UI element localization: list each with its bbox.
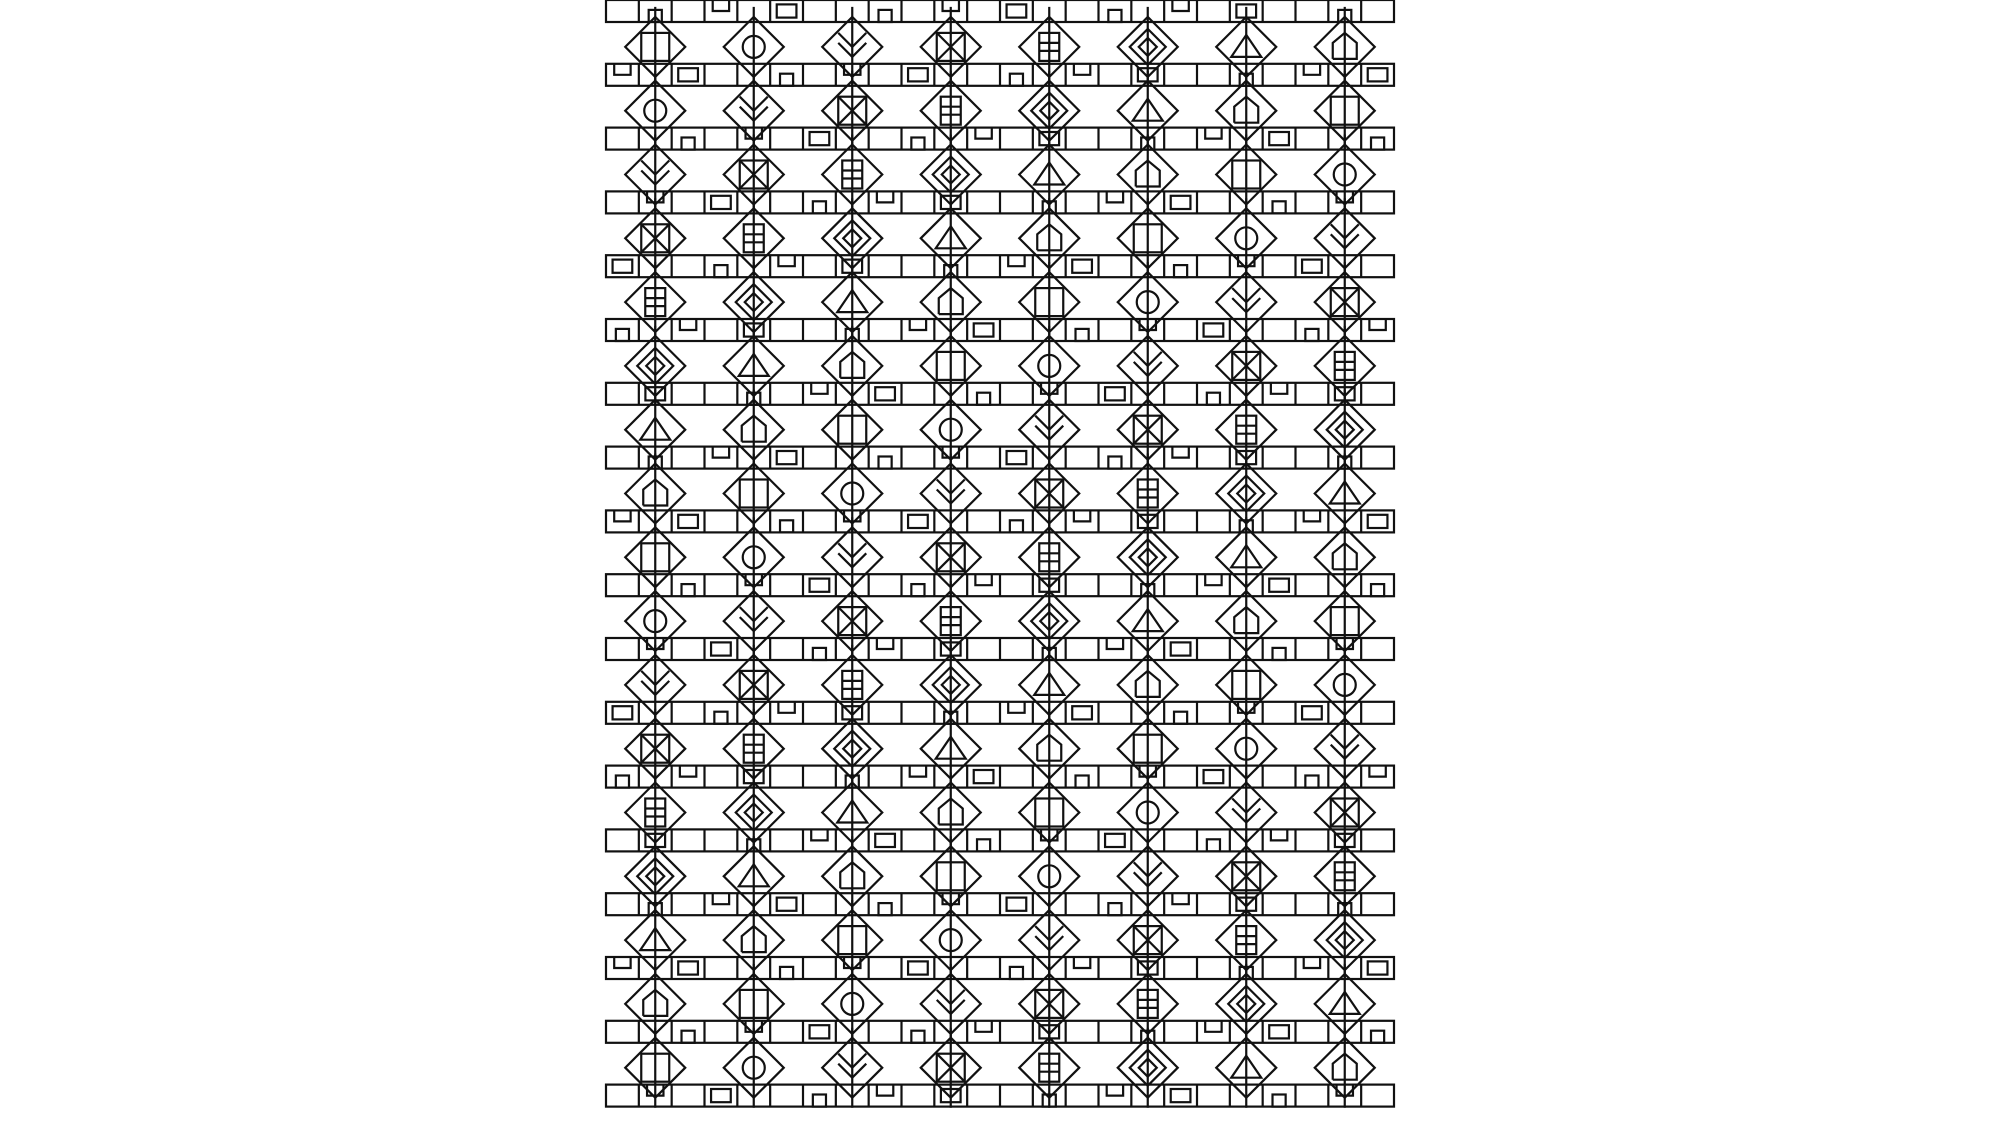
bar-notch: [682, 584, 695, 596]
bar-notch: [616, 329, 629, 341]
bar-notch: [713, 0, 729, 11]
bar-notch: [778, 702, 794, 713]
bar-notch: [713, 893, 729, 904]
bar-inner-square: [1105, 387, 1125, 400]
bar-notch: [813, 1095, 826, 1107]
bar-notch: [877, 638, 893, 649]
bar-row: [606, 957, 1394, 979]
bar-notch: [1172, 893, 1188, 904]
bar-notch: [1076, 776, 1089, 788]
bar-notch: [680, 766, 696, 777]
bar-inner-square: [875, 834, 895, 847]
bar-notch: [813, 201, 826, 213]
bar-notch: [811, 829, 827, 840]
bar-inner-square: [711, 196, 731, 209]
bar-notch: [1271, 383, 1287, 394]
bar-notch: [1305, 329, 1318, 341]
medallion-diamond-chevron: [822, 1028, 882, 1108]
bar-inner-square: [810, 579, 830, 592]
bar-inner-square: [1368, 961, 1388, 974]
bar-notch: [1273, 1095, 1286, 1107]
bar-notch: [1273, 201, 1286, 213]
bar-inner-square: [1302, 706, 1322, 719]
bar-inner-square: [678, 961, 698, 974]
bar-notch: [1008, 255, 1024, 266]
bar-notch: [1108, 457, 1121, 469]
bar-notch: [1108, 903, 1121, 915]
bar-notch: [1273, 648, 1286, 660]
bar-notch: [682, 138, 695, 150]
bar-notch: [1207, 393, 1220, 405]
bar-row: [606, 638, 1394, 660]
bar-notch: [682, 1031, 695, 1043]
bar-row: [606, 128, 1394, 150]
bar-row: [606, 191, 1394, 213]
bar-inner-square: [1269, 579, 1289, 592]
bar-inner-square: [777, 898, 797, 911]
bar-inner-square: [678, 515, 698, 528]
bar-inner-square: [1302, 260, 1322, 273]
bar-notch: [1010, 520, 1023, 532]
bar-inner-square: [1072, 706, 1092, 719]
bar-row: [606, 829, 1394, 851]
bar-inner-square: [1171, 1089, 1191, 1102]
bar-inner-square: [908, 68, 928, 81]
bar-notch: [1371, 1031, 1384, 1043]
bar-notch: [977, 393, 990, 405]
bar-row: [606, 510, 1394, 532]
bar-notch: [1174, 265, 1187, 277]
bar-notch: [1010, 967, 1023, 979]
bar-inner-square: [810, 132, 830, 145]
bar-notch: [1174, 712, 1187, 724]
bar-notch: [1205, 128, 1221, 139]
bar-notch: [1108, 10, 1121, 22]
bar-notch: [714, 265, 727, 277]
bar-row: [606, 574, 1394, 596]
bar-inner-square: [711, 642, 731, 655]
bar-notch: [1304, 957, 1320, 968]
bar-notch: [1207, 839, 1220, 851]
bar-inner-square: [1007, 898, 1027, 911]
bar-notch: [877, 1085, 893, 1096]
bar-notch: [1008, 702, 1024, 713]
medallion-diamond-square: [625, 1028, 685, 1108]
medallions-layer: [625, 7, 1375, 1108]
bar-inner-square: [613, 706, 633, 719]
bar-inner-square: [1171, 196, 1191, 209]
bar-row: [606, 893, 1394, 915]
bar-notch: [1305, 776, 1318, 788]
bar-row: [606, 1085, 1394, 1107]
bar-notch: [614, 64, 630, 75]
bar-notch: [778, 255, 794, 266]
bar-row: [606, 766, 1394, 788]
bar-notch: [910, 319, 926, 330]
bar-inner-square: [1171, 642, 1191, 655]
bar-inner-square: [1269, 132, 1289, 145]
bar-inner-square: [908, 515, 928, 528]
bar-notch: [975, 1021, 991, 1032]
bar-row: [606, 64, 1394, 86]
medallion-diamond-house: [1315, 1028, 1375, 1108]
geometric-line-pattern: [600, 0, 1400, 1148]
bar-notch: [813, 648, 826, 660]
bar-inner-square: [613, 260, 633, 273]
bar-inner-square: [1368, 515, 1388, 528]
bar-inner-square: [1105, 834, 1125, 847]
bar-notch: [811, 383, 827, 394]
bar-notch: [1205, 574, 1221, 585]
bar-notch: [1107, 191, 1123, 202]
bar-notch: [975, 128, 991, 139]
bar-notch: [1172, 447, 1188, 458]
bar-notch: [1304, 510, 1320, 521]
bar-inner-square: [810, 1025, 830, 1038]
bar-notch: [1074, 64, 1090, 75]
bar-notch: [780, 967, 793, 979]
medallion-diamond-nested: [1118, 1028, 1178, 1108]
bar-notch: [975, 574, 991, 585]
bar-notch: [1074, 510, 1090, 521]
bar-inner-square: [1007, 4, 1027, 17]
bar-inner-square: [875, 387, 895, 400]
bar-inner-square: [1204, 770, 1224, 783]
bar-notch: [1369, 766, 1385, 777]
bar-notch: [780, 520, 793, 532]
medallion-diamond-triangle: [1216, 1028, 1276, 1108]
bar-inner-square: [1072, 260, 1092, 273]
bar-notch: [911, 584, 924, 596]
bar-notch: [879, 457, 892, 469]
bar-notch: [1074, 957, 1090, 968]
bar-inner-square: [974, 770, 994, 783]
bar-notch: [713, 447, 729, 458]
bar-notch: [1304, 64, 1320, 75]
bar-inner-square: [1368, 68, 1388, 81]
bar-notch: [1107, 1085, 1123, 1096]
bar-row: [606, 447, 1394, 469]
bar-inner-square: [1204, 323, 1224, 336]
bar-notch: [780, 74, 793, 86]
bar-row: [606, 383, 1394, 405]
bar-notch: [1271, 829, 1287, 840]
bar-row: [606, 702, 1394, 724]
bar-row: [606, 255, 1394, 277]
bar-notch: [1107, 638, 1123, 649]
bar-notch: [614, 957, 630, 968]
bar-notch: [1205, 1021, 1221, 1032]
bar-notch: [1172, 0, 1188, 11]
bar-notch: [1076, 329, 1089, 341]
bar-notch: [1010, 74, 1023, 86]
medallion-diamond-bars: [1019, 1028, 1079, 1108]
bar-notch: [879, 903, 892, 915]
bar-inner-square: [777, 4, 797, 17]
bar-notch: [911, 1031, 924, 1043]
medallion-diamond-cross: [921, 1028, 981, 1108]
bar-inner-square: [908, 961, 928, 974]
bar-inner-square: [777, 451, 797, 464]
bar-inner-square: [974, 323, 994, 336]
bar-row: [606, 0, 1394, 22]
bar-notch: [1369, 319, 1385, 330]
bar-row: [606, 319, 1394, 341]
medallion-diamond-circle: [724, 1028, 784, 1108]
bar-notch: [714, 712, 727, 724]
bar-inner-square: [1007, 451, 1027, 464]
bar-notch: [911, 138, 924, 150]
bar-notch: [877, 191, 893, 202]
bar-notch: [1371, 138, 1384, 150]
bar-inner-square: [678, 68, 698, 81]
bar-row: [606, 1021, 1394, 1043]
bar-inner-square: [711, 1089, 731, 1102]
bar-notch: [614, 510, 630, 521]
bar-notch: [616, 776, 629, 788]
bar-notch: [1371, 584, 1384, 596]
bar-notch: [910, 766, 926, 777]
bar-notch: [680, 319, 696, 330]
bar-notch: [977, 839, 990, 851]
bar-notch: [879, 10, 892, 22]
bar-inner-square: [1269, 1025, 1289, 1038]
